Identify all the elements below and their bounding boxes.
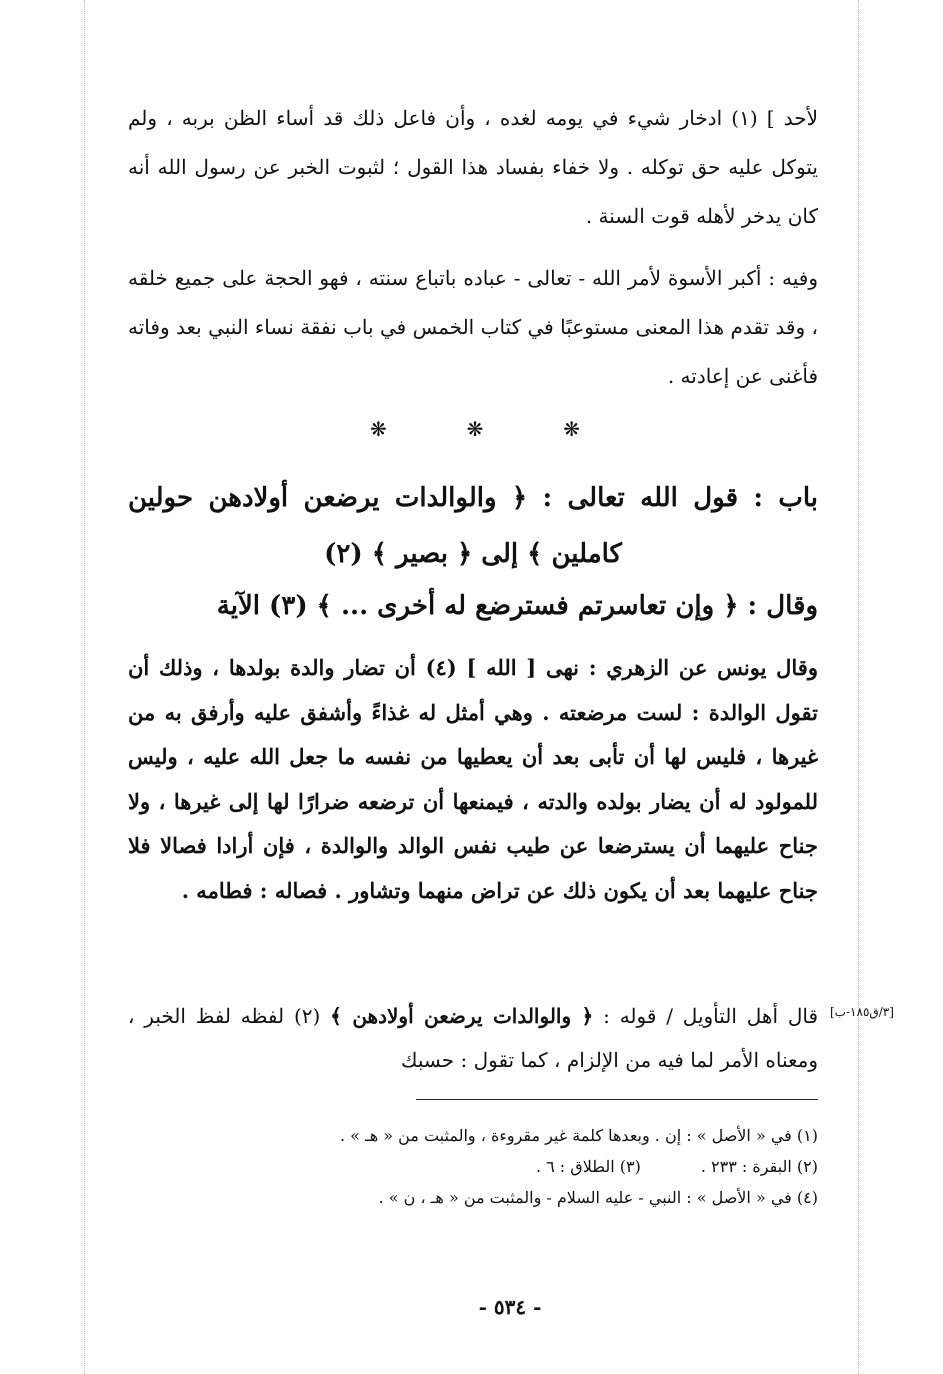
manuscript-folio-note: [٣/ق١٨٥-ب] [830,1005,894,1019]
quote-paragraph [128,646,818,913]
separator-star-icon: ❋ [563,417,580,441]
commentary-rest: لفظه لفظ الخبر ، ومعناه الأمر لما فيه من الإلزام ، كما تقول : حسبك [128,1004,818,1072]
footnote-2: (٢) البقرة : ٢٣٣ . [700,1157,818,1176]
paragraph-2 [128,254,818,401]
footnotes [180,1120,818,1213]
footnote-row-2-3 [180,1151,818,1182]
commentary-ref: (٢) [293,1004,321,1028]
footnote-3: (٣) الطلاق : ٦ . [535,1157,641,1176]
left-scan-guide [84,0,85,1374]
footnote-1: (١) في « الأصل » : إن . وبعدها كلمة غير مقروءة ، والمثبت من « هـ » . [339,1126,818,1145]
chapter-subtitle: وقال : ﴿ وإن تعاسرتم فسترضع له أخرى ... ﴾ (٣) الآية [216,591,818,621]
commentary-text [128,994,818,1082]
commentary-intro: قال أهل التأويل / قوله : [603,1004,819,1028]
separator-star-icon: ❋ [466,417,484,441]
page-number: - ٥٣٤ - [478,1295,542,1319]
paragraph-1 [128,94,818,241]
commentary-paragraph [128,994,818,1082]
commentary-verse: ﴿ والوالدات يرضعن أولادهن ﴾ [330,1004,594,1028]
section-separator [370,416,580,442]
separator-star-icon: ❋ [370,417,387,441]
chapter-title: باب : قول الله تعالى : ﴿ والوالدات يرضعن أولادهن حولين كاملين ﴾ إلى ﴿ بصير ﴾ (٢) [128,483,818,569]
quote-text: وقال يونس عن الزهري : نهى [ الله ] (٤) أن تضار والدة بولدها ، وذلك أن تقول الوالدة : لست مرضعته . وهي أمثل له غذاءً وأشفق عليه وأرفق به من غيرها ، فليس لها أن تأبى بعد أن يعطيها من نفسه ما جعل الله عليه ، وليس للمولود له أن يضار بولده والدته ، فيمنعها أن ترضعه ضرارًا لها إلى غيرها ، ولا جناح عليهما أن يسترضعا عن طيب نفس الوالد والوالدة ، فإن أرادا فصالا فلا جناح عليهما بعد أن يكون ذلك عن تراض منهما وتشاور . فصاله : فطامه . [128,655,818,903]
paragraph-2-text: وفيه : أكبر الأسوة لأمر الله - تعالى - عباده باتباع سنته ، فهو الحجة على جميع خلقه ، وقد تقدم هذا المعنى مستوعبًا في كتاب الخمس في باب نفقة نساء النبي بعد وفاته فأغنى عن إعادته . [128,266,818,388]
right-scan-guide [858,0,859,1374]
footnote-4: (٤) في « الأصل » : النبي - عليه السلام - والمثبت من « هـ ، ن » . [378,1188,818,1207]
footnote-divider [416,1099,818,1100]
paragraph-1-text: لأحد ] (١) ادخار شيء في يومه لغده ، وأن فاعل ذلك قد أساء الظن بربه ، ولم يتوكل عليه حق توكله . ولا خفاء بفساد هذا القول ؛ لثبوت الخبر عن رسول الله أنه كان يدخر لأهله قوت السنة . [128,106,818,228]
